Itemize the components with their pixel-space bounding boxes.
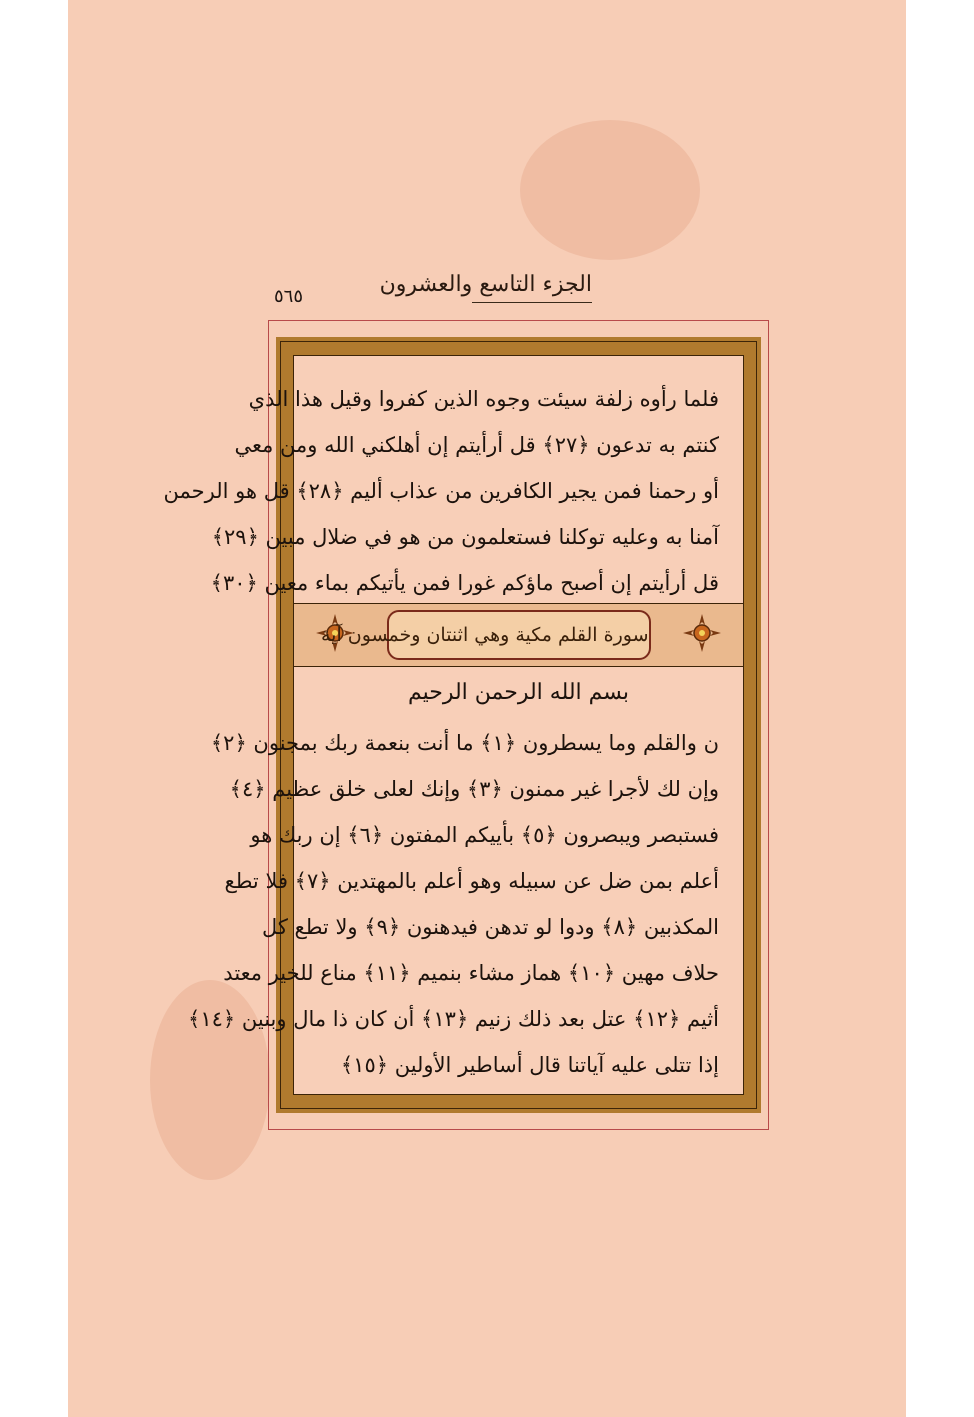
basmala: بسم الله الرحمن الرحيم [407, 680, 630, 705]
page-number: ٥٦٥ [274, 286, 304, 307]
text-line: حلاف مهين ﴿١٠﴾ هماز مشاء بنميم ﴿١١﴾ مناع للخير معتد [223, 961, 719, 985]
page-header [272, 272, 772, 312]
text-line: آمنا به وعليه توكلنا فستعلمون من هو في ضلال مبين ﴿٢٩﴾ [211, 525, 719, 549]
text-panel [163, 355, 744, 1095]
text-line: فستبصر ويبصرون ﴿٥﴾ بأييكم المفتون ﴿٦﴾ إن ربك هو [250, 823, 719, 847]
paper-stain [520, 120, 700, 260]
text-line: فلما رأوه زلفة سيئت وجوه الذين كفروا وقيل هذا الذي [248, 387, 719, 411]
text-line: وإن لك لأجرا غير ممنون ﴿٣﴾ وإنك لعلى خلق عظيم ﴿٤﴾ [229, 777, 719, 801]
text-line: قل أرأيتم إن أصبح ماؤكم غورا فمن يأتيكم بماء معين ﴿٣٠﴾ [210, 571, 719, 595]
floral-ornament-icon [681, 612, 723, 654]
text-line: كنتم به تدعون ﴿٢٧﴾ قل أرأيتم إن أهلكني الله ومن معي [234, 433, 719, 457]
juz-title: الجزء التاسع والعشرون [379, 272, 592, 297]
text-line: المكذبين ﴿٨﴾ ودوا لو تدهن فيدهنون ﴿٩﴾ ولا تطع كل [261, 915, 719, 939]
text-line: أثيم ﴿١٢﴾ عتل بعد ذلك زنيم ﴿١٣﴾ أن كان ذا مال وبنين ﴿١٤﴾ [188, 1007, 719, 1031]
juz-underline [472, 302, 592, 303]
text-line: ن والقلم وما يسطرون ﴿١﴾ ما أنت بنعمة ربك بمجنون ﴿٢﴾ [210, 731, 719, 755]
text-line: أعلم بمن ضل عن سبيله وهو أعلم بالمهتدين ﴿٧﴾ فلا تطع [224, 869, 719, 893]
text-line: إذا تتلى عليه آياتنا قال أساطير الأولين ﴿١٥﴾ [340, 1053, 719, 1077]
text-line: أو رحمنا فمن يجير الكافرين من عذاب أليم ﴿٢٨﴾ قل هو الرحمن [163, 479, 719, 503]
surah-title: سورة القلم مكية وهي اثنتان وخمسون آية [387, 610, 651, 660]
surah-heading-band [294, 603, 743, 667]
